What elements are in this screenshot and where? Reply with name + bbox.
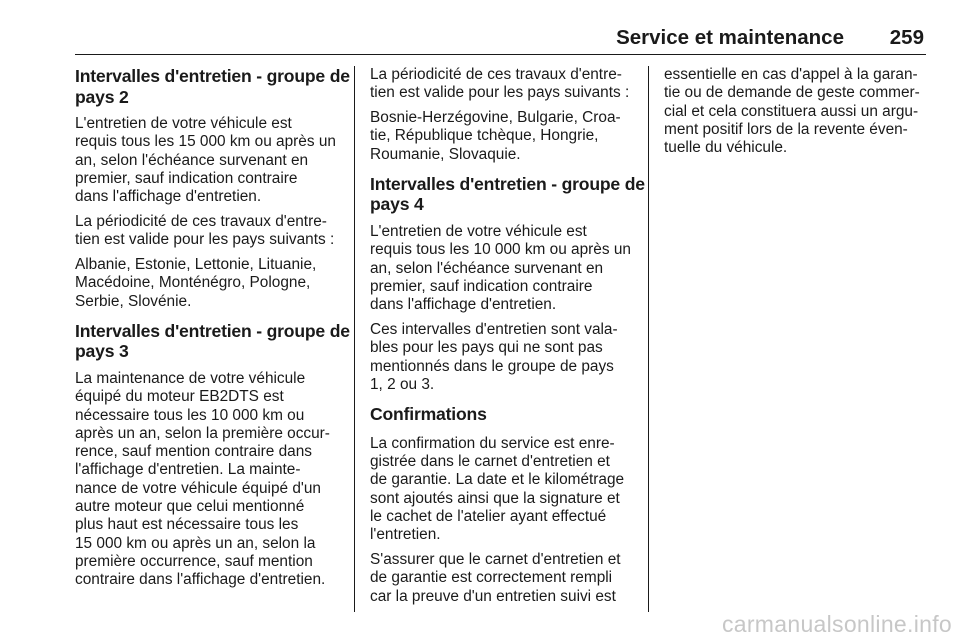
text-line: Roumanie, Slovaquie. [370,145,521,163]
text-line: car la preuve d'un entretien suivi est [370,587,616,605]
text-line: an, selon l'échéance survenant en [75,151,309,169]
text-line: La maintenance de votre véhicule [75,369,306,387]
heading-group-3 [75,320,350,362]
text-line: tien est valide pour les pays suivants : [370,84,630,102]
text-line: La périodicité de ces travaux d'entre- [75,212,327,230]
page-header [75,24,926,55]
text-line: 1, 2 ou 3. [370,375,435,393]
text-line: le cachet de l'atelier ayant effectué [370,507,607,525]
paragraph [370,321,640,394]
paragraph [75,213,345,250]
text-line: essentielle en cas d'appel à la garan- [664,66,918,83]
text-line: La confirmation du service est enre- [370,434,615,452]
watermark: carmanualsonline.info [721,611,952,637]
text-line: l'affichage d'entretien. La mainte- [75,461,301,479]
text-line: requis tous les 15 000 km ou après un [75,133,336,151]
text-line: premier, sauf indication contraire [370,277,593,295]
text-line: tie ou de demande de geste commer- [664,84,920,102]
text-line: mentionnés dans le groupe de pays [370,357,614,375]
text-line: tie, République tchèque, Hongrie, [370,127,599,145]
column-2 [370,66,645,612]
text-line: tien est valide pour les pays suivants : [75,231,335,249]
text-line: autre moteur que celui mentionné [75,498,305,516]
paragraph [370,109,640,164]
text-line: nance de votre véhicule équipé d'un [75,479,321,497]
paragraph [75,115,345,206]
heading-confirmations [370,404,640,425]
text-line: requis tous les 10 000 km ou après un [370,241,631,259]
text-line: tuelle du véhicule. [664,139,788,157]
text-line: Albanie, Estonie, Lettonie, Lituanie, [75,256,317,274]
text-line: Ces intervalles d'entretien sont vala- [370,320,618,338]
text-line: L'entretien de votre véhicule est [75,115,292,132]
column-1 [75,66,350,596]
text-line: pays 2 [75,86,129,107]
paragraph [370,435,640,545]
text-line: Bosnie-Herzégovine, Bulgarie, Croa- [370,109,621,127]
text-line: ment positif lors de la revente éven- [664,120,908,138]
text-line: équipé du moteur EB2DTS est [75,388,284,406]
paragraph [370,551,640,606]
text-line: Intervalles d'entretien - groupe de [370,173,645,194]
text-line: Confirmations [370,404,487,425]
text-line: plus haut est nécessaire tous les [75,516,299,534]
text-line: gistrée dans le carnet d'entretien et [370,452,610,470]
column-3 [664,66,934,164]
text-line: de garantie. La date et le kilométrage [370,471,625,489]
text-line: Intervalles d'entretien - groupe de [75,66,350,86]
text-line: Macédoine, Monténégro, Pologne, [75,274,311,292]
text-line: pays 4 [370,194,424,215]
page-number: 259 [889,26,924,49]
paragraph [664,66,934,157]
text-line: cial et cela constituera aussi un argu- [664,102,919,120]
text-line: pays 3 [75,341,129,362]
paragraph [75,256,345,311]
text-line: l'entretien. [370,526,441,544]
heading-group-4 [370,173,645,215]
text-line: an, selon l'échéance survenant en [370,259,604,277]
column-divider [354,66,355,612]
text-line: 15 000 km ou après un an, selon la [75,534,316,552]
paragraph [370,66,640,103]
heading-group-2 [75,66,350,107]
text-line: première occurrence, sauf mention [75,552,313,570]
text-line: Serbie, Slovénie. [75,292,192,310]
paragraph [75,370,345,590]
text-line: L'entretien de votre véhicule est [370,222,587,240]
text-line: premier, sauf indication contraire [75,169,298,187]
text-line: Intervalles d'entretien - groupe de [75,320,350,341]
text-line: dans l'affichage d'entretien. [75,188,262,206]
text-line: dans l'affichage d'entretien. [370,296,557,314]
text-line: de garantie est correctement rempli [370,569,613,587]
text-line: S'assurer que le carnet d'entretien et [370,550,621,568]
text-line: sont ajoutés ainsi que la signature et [370,489,620,507]
text-line: contraire dans l'affichage d'entretien. [75,571,326,589]
paragraph [370,223,640,314]
text-line: nécessaire tous les 10 000 km ou [75,406,305,424]
text-line: La périodicité de ces travaux d'entre- [370,66,622,83]
section-title: Service et maintenance [616,26,844,49]
text-line: après un an, selon la première occur- [75,424,330,442]
column-divider [648,66,649,612]
text-line: bles pour les pays qui ne sont pas [370,339,603,357]
text-line: rence, sauf mention contraire dans [75,443,312,461]
